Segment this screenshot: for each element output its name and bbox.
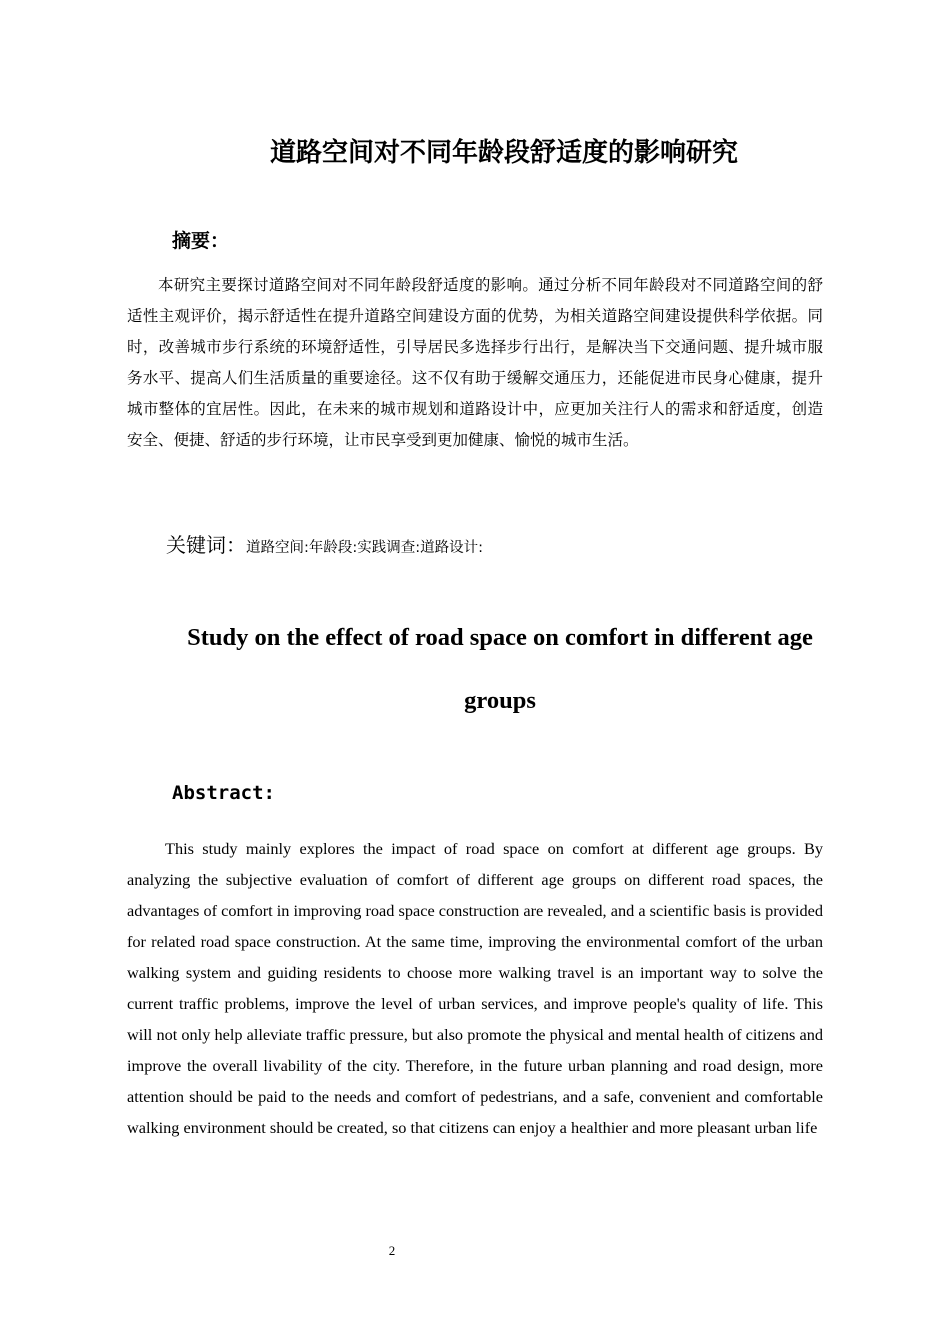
- chinese-abstract-heading: 摘要：: [172, 230, 230, 252]
- page-number: 2: [388, 1243, 396, 1258]
- chinese-keywords: [166, 530, 826, 563]
- english-title: Study on the effect of road space on comfort in different age groups: [187, 624, 813, 714]
- english-abstract-heading: Abstract:: [172, 782, 275, 804]
- chinese-keywords-text: 道路空间:年龄段:实践调查:道路设计:: [246, 540, 484, 556]
- chinese-title: 道路空间对不同年龄段舒适度的影响研究: [269, 138, 738, 168]
- english-abstract-body: This study mainly explores the impact of road space on comfort at different age groups. By analyzing the subjective evaluation of comfort of different age groups on different road spaces, the advantages of comfort in improving road space construction are revealed, and a scientific basis is provided for related road space construction. At the same time, improving the environmental comfort of the urban walking system and guiding residents to choose more walking travel is an important way to solve the current traffic problems, improve the level of urban services, and improve people's quality of life. This will not only help alleviate traffic pressure, but also promote the physical and mental health of citizens and improve the overall livability of the city. Therefore, in the future urban planning and road design, more attention should be paid to the needs and comfort of pedestrians, and a safe, convenient and comfortable walking environment should be created, so that citizens can enjoy a healthier and more pleasant urban life: [127, 839, 823, 1137]
- chinese-keywords-label: 关键词：: [166, 533, 246, 557]
- chinese-abstract-body: 本研究主要探讨道路空间对不同年龄段舒适度的影响。通过分析不同年龄段对不同道路空间的舒适性主观评价，揭示舒适性在提升道路空间建设方面的优势，为相关道路空间建设提供科学依据。同时，改善城市步行系统的环境舒适性，引导居民多选择步行出行，是解决当下交通问题、提升城市服务水平、提高人们生活质量的重要途径。这不仅有助于缓解交通压力，还能促进市民身心健康，提升城市整体的宜居性。因此，在未来的城市规划和道路设计中，应更加关注行人的需求和舒适度，创造安全、便捷、舒适的步行环境，让市民享受到更加健康、愉悦的城市生活。: [127, 276, 823, 449]
